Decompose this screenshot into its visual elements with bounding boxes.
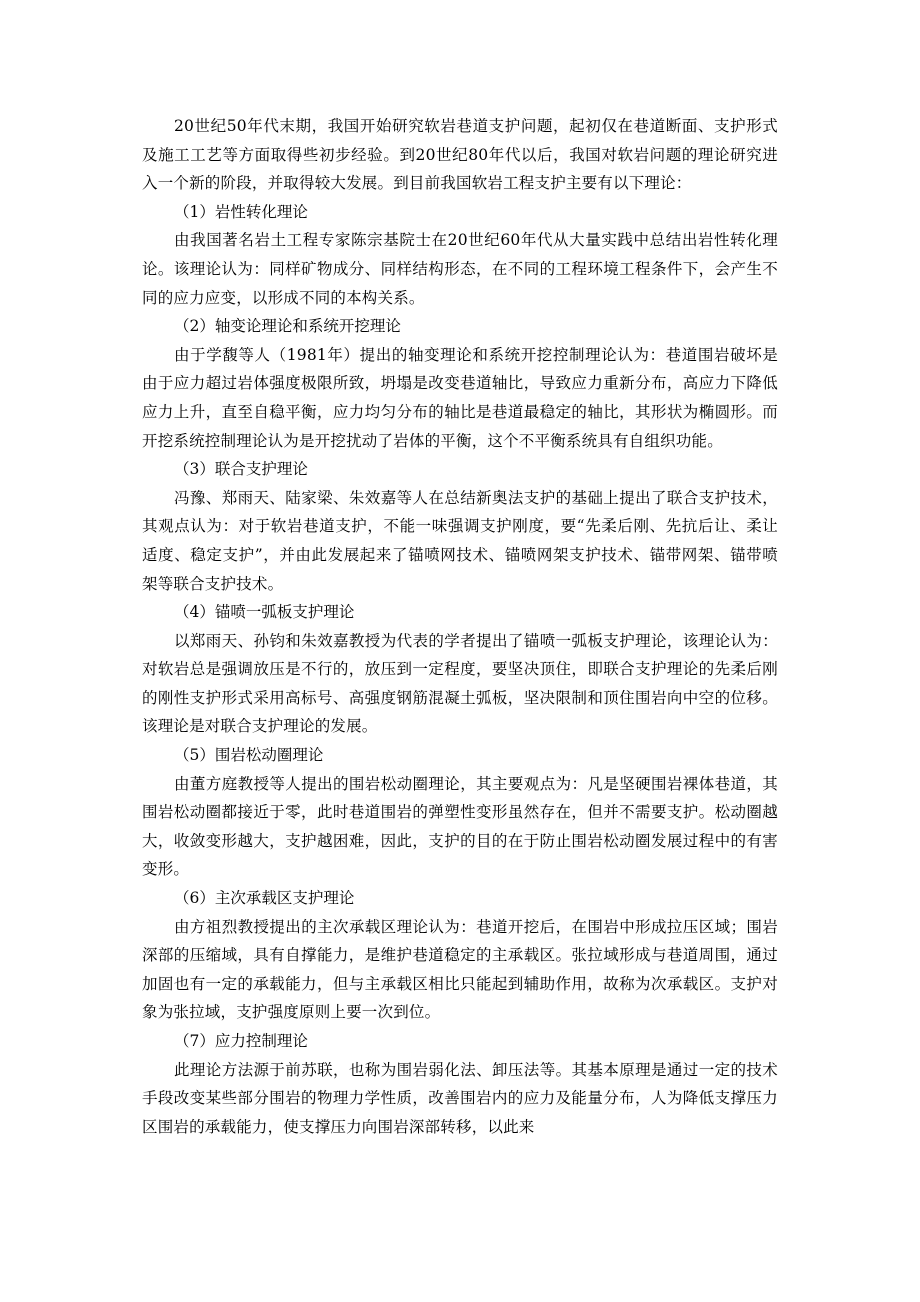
section-body-7: 此理论方法源于前苏联，也称为围岩弱化法、卸压法等。其基本原理是通过一定的技术手段改变某些部分围岩的物理力学性质，改善围岩内的应力及能量分布，人为降低支撑压力区围岩的承载能力，使支撑压力向围岩深部转移，以此来 <box>142 1060 778 1136</box>
section-heading-6: （6）主次承载区支护理论 <box>174 889 355 908</box>
section-body-2: 由于学馥等人（1981年）提出的轴变理论和系统开挖控制理论认为：巷道围岩破坏是由于应力超过岩体强度极限所致，坍塌是改变巷道轴比，导致应力重新分布，高应力下降低应力上升，直至自稳平衡，应力均匀分布的轴比是巷道最稳定的轴比，其形状为椭圆形。而开挖系统控制理论认为是开挖扰动了岩体的平衡，这个不平衡系统具有自组织功能。 <box>142 345 778 450</box>
section-heading-4: （4）锚喷一弧板支护理论 <box>174 603 355 622</box>
section-heading-2: （2）轴变论理论和系统开挖理论 <box>174 317 401 336</box>
section-heading-1: （1）岩性转化理论 <box>174 202 308 221</box>
intro-paragraph: 20世纪50年代末期，我国开始研究软岩巷道支护问题，起初仅在巷道断面、支护形式及施工工艺等方面取得些初步经验。到20世纪80年代以后，我国对软岩问题的理论研究进入一个新的阶段，并取得较大发展。到目前我国软岩工程支护主要有以下理论： <box>142 117 778 193</box>
section-body-4: 以郑雨天、孙钧和朱效嘉教授为代表的学者提出了锚喷一弧板支护理论，该理论认为：对软岩总是强调放压是不行的，放压到一定程度，要坚决顶住，即联合支护理论的先柔后刚的刚性支护形式采用高标号、高强度钢筋混凝土弧板，坚决限制和顶住围岩向中空的位移。该理论是对联合支护理论的发展。 <box>142 631 778 736</box>
section-body-3: 冯豫、郑雨天、陆家梁、朱效嘉等人在总结新奥法支护的基础上提出了联合支护技术，其观点认为：对于软岩巷道支护，不能一味强调支护刚度，要“先柔后刚、先抗后让、柔让适度、稳定支护”，并由此发展起来了锚喷网技术、锚喷网架支护技术、锚带网架、锚带喷架等联合支护技术。 <box>142 488 778 593</box>
section-heading-5: （5）围岩松动圈理论 <box>174 746 324 765</box>
section-body-6: 由方祖烈教授提出的主次承载区理论认为：巷道开挖后，在围岩中形成拉压区域；围岩深部的压缩域，具有自撑能力，是维护巷道稳定的主承载区。张拉域形成与巷道周围，通过加固也有一定的承载能力，但与主承载区相比只能起到辅助作用，故称为次承载区。支护对象为张拉域，支护强度原则上要一次到位。 <box>142 917 778 1022</box>
section-body-1: 由我国著名岩土工程专家陈宗基院士在20世纪60年代从大量实践中总结出岩性转化理论。该理论认为：同样矿物成分、同样结构形态，在不同的工程环境工程条件下，会产生不同的应力应变，以形成不同的本构关系。 <box>142 231 778 307</box>
section-body-5: 由董方庭教授等人提出的围岩松动圈理论，其主要观点为：凡是坚硬围岩裸体巷道，其围岩松动圈都接近于零，此时巷道围岩的弹塑性变形虽然存在，但并不需要支护。松动圈越大，收敛变形越大，支护越困难，因此，支护的目的在于防止围岩松动圈发展过程中的有害变形。 <box>142 774 778 879</box>
document-page <box>142 112 778 1141</box>
section-heading-7: （7）应力控制理论 <box>174 1032 308 1050</box>
section-heading-3: （3）联合支护理论 <box>174 460 308 479</box>
